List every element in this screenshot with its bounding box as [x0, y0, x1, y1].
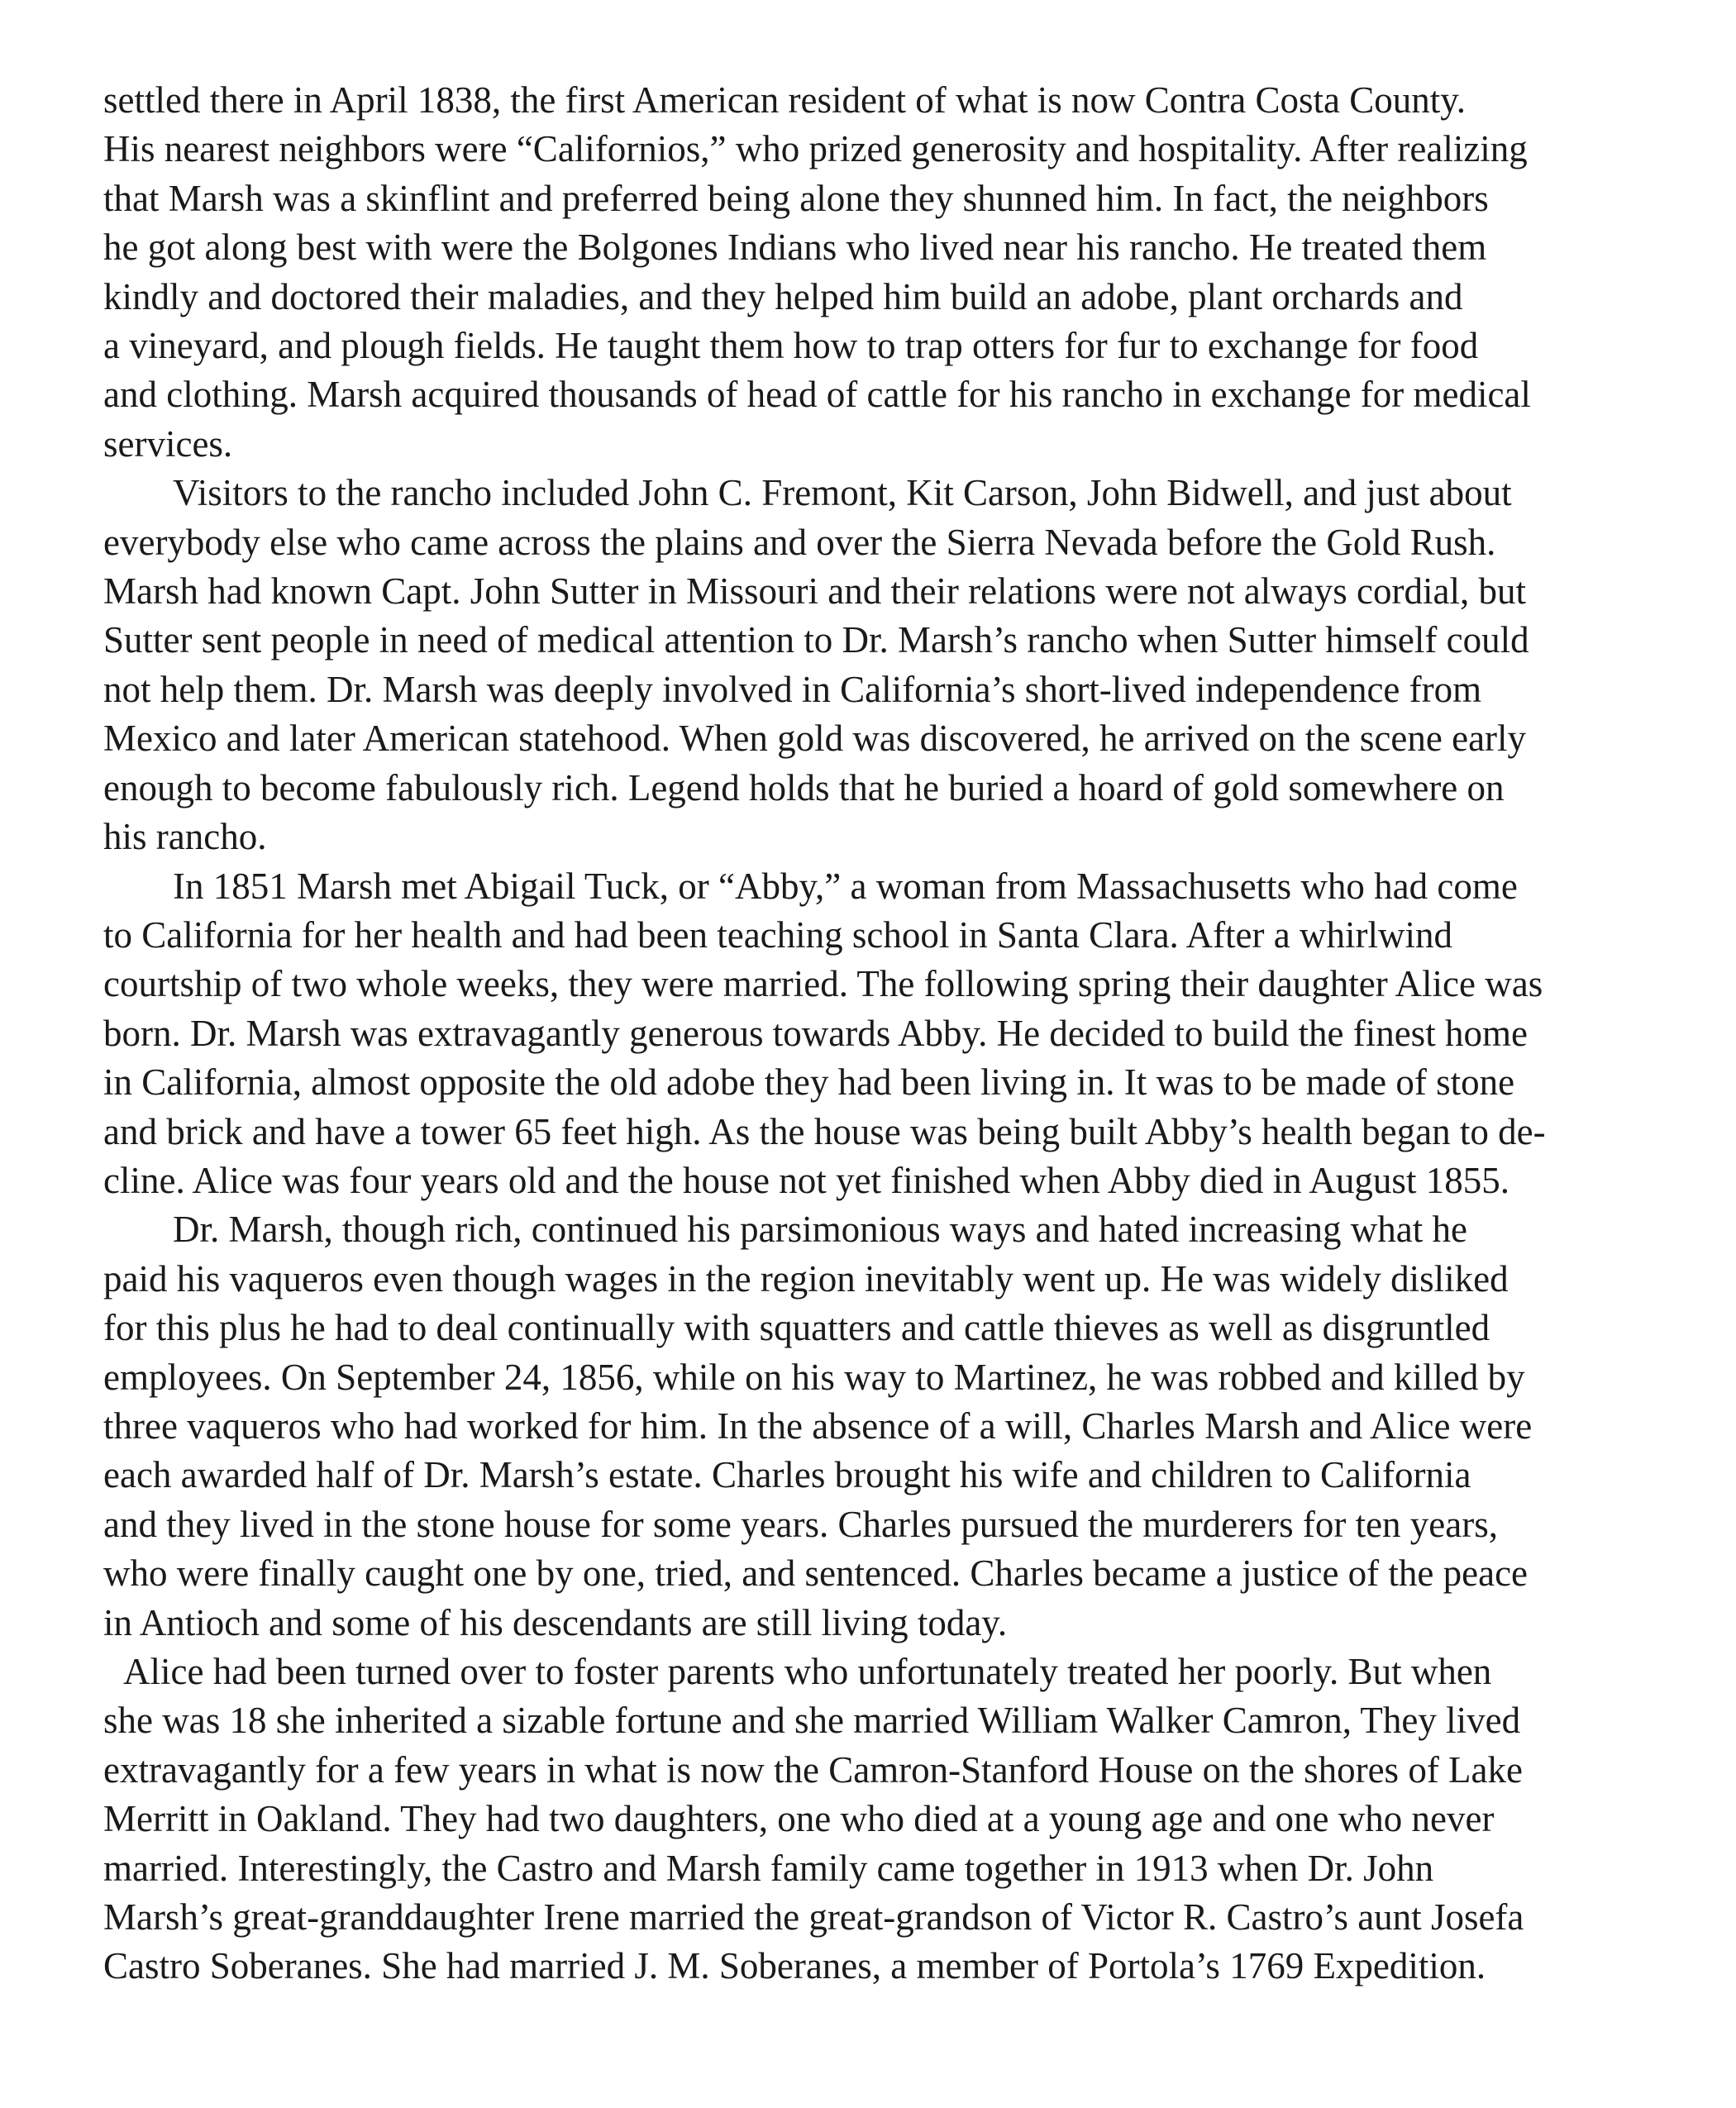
text-line: Merritt in Oakland. They had two daughters, one who died at a young age and one who never — [103, 1798, 1495, 1840]
text-line: His nearest neighbors were “Californios,” who prized generosity and hospitality. After realizing — [103, 128, 1528, 170]
text-line: cline. Alice was four years old and the house not yet finished when Abby died in August 1855. — [103, 1159, 1509, 1201]
text-line: kindly and doctored their maladies, and they helped him build an adobe, plant orchards and — [103, 275, 1463, 317]
text-line: three vaqueros who had worked for him. In the absence of a will, Charles Marsh and Alice were — [103, 1405, 1533, 1447]
text-line: enough to become fabulously rich. Legend holds that he buried a hoard of gold somewhere on — [103, 766, 1505, 808]
text-line: Castro Soberanes. She had married J. M. Soberanes, a member of Portola’s 1769 Expedition. — [103, 1945, 1486, 1987]
text-line: she was 18 she inherited a sizable fortune and she married William Walker Camron, They lived — [103, 1700, 1521, 1742]
text-line: Visitors to the rancho included John C. Fremont, Kit Carson, John Bidwell, and just about — [173, 472, 1512, 514]
paragraph-3 — [103, 862, 1649, 1206]
text-line: courtship of two whole weeks, they were married. The following spring their daughter Alice was — [103, 963, 1543, 1005]
paragraph-1 — [103, 76, 1649, 469]
text-line: services. — [103, 422, 233, 465]
paragraph-4 — [103, 1205, 1649, 1648]
text-line: his rancho. — [103, 816, 267, 858]
text-line: Marsh’s great-granddaughter Irene married the great-grandson of Victor R. Castro’s aunt Josefa — [103, 1896, 1524, 1939]
text-line: born. Dr. Marsh was extravagantly generous towards Abby. He decided to build the finest home — [103, 1012, 1528, 1054]
text-line: and they lived in the stone house for some years. Charles pursued the murderers for ten years, — [103, 1503, 1498, 1545]
text-line: and brick and have a tower 65 feet high. As the house was being built Abby’s health began to de- — [103, 1110, 1546, 1152]
text-line: Sutter sent people in need of medical attention to Dr. Marsh’s rancho when Sutter himself could — [103, 619, 1529, 661]
text-line: settled there in April 1838, the first American resident of what is now Contra Costa County. — [103, 79, 1467, 121]
text-line: to California for her health and had been teaching school in Santa Clara. After a whirlwind — [103, 913, 1452, 956]
paragraph-5 — [103, 1648, 1649, 1991]
text-line: he got along best with were the Bolgones Indians who lived near his rancho. He treated them — [103, 227, 1487, 269]
text-line: paid his vaqueros even though wages in the region inevitably went up. He was widely disliked — [103, 1257, 1509, 1300]
text-line: each awarded half of Dr. Marsh’s estate. Charles brought his wife and children to California — [103, 1454, 1471, 1496]
text-line: married. Interestingly, the Castro and Marsh family came together in 1913 when Dr. John — [103, 1847, 1434, 1889]
text-line: not help them. Dr. Marsh was deeply involved in California’s short-lived independence from — [103, 668, 1482, 710]
text-line: that Marsh was a skinflint and preferred being alone they shunned him. In fact, the neighbors — [103, 177, 1489, 219]
text-line: everybody else who came across the plains and over the Sierra Nevada before the Gold Rush. — [103, 521, 1496, 563]
text-line: Marsh had known Capt. John Sutter in Missouri and their relations were not always cordial, but — [103, 570, 1526, 613]
paragraph-2 — [103, 469, 1649, 861]
text-line: in Antioch and some of his descendants are still living today. — [103, 1601, 1008, 1643]
text-line: Mexico and later American statehood. When gold was discovered, he arrived on the scene early — [103, 718, 1527, 760]
text-line: who were finally caught one by one, tried, and sentenced. Charles became a justice of the peace — [103, 1552, 1529, 1595]
text-line: and clothing. Marsh acquired thousands of head of cattle for his rancho in exchange for medical — [103, 374, 1531, 416]
text-line: Alice had been turned over to foster parents who unfortunately treated her poorly. But when — [123, 1651, 1492, 1692]
text-line: for this plus he had to deal continually with squatters and cattle thieves as well as disgruntled — [103, 1307, 1490, 1349]
text-line: employees. On September 24, 1856, while on his way to Martinez, he was robbed and killed by — [103, 1356, 1525, 1398]
text-line: extravagantly for a few years in what is now the Camron-Stanford House on the shores of Lake — [103, 1748, 1523, 1791]
text-line: In 1851 Marsh met Abigail Tuck, or “Abby,” a woman from Massachusetts who had come — [173, 865, 1518, 907]
document-page — [103, 76, 1649, 1991]
text-line: Dr. Marsh, though rich, continued his parsimonious ways and hated increasing what he — [173, 1209, 1467, 1251]
text-line: in California, almost opposite the old adobe they had been living in. It was to be made of stone — [103, 1061, 1515, 1104]
text-line: a vineyard, and plough fields. He taught them how to trap otters for fur to exchange for food — [103, 325, 1479, 367]
